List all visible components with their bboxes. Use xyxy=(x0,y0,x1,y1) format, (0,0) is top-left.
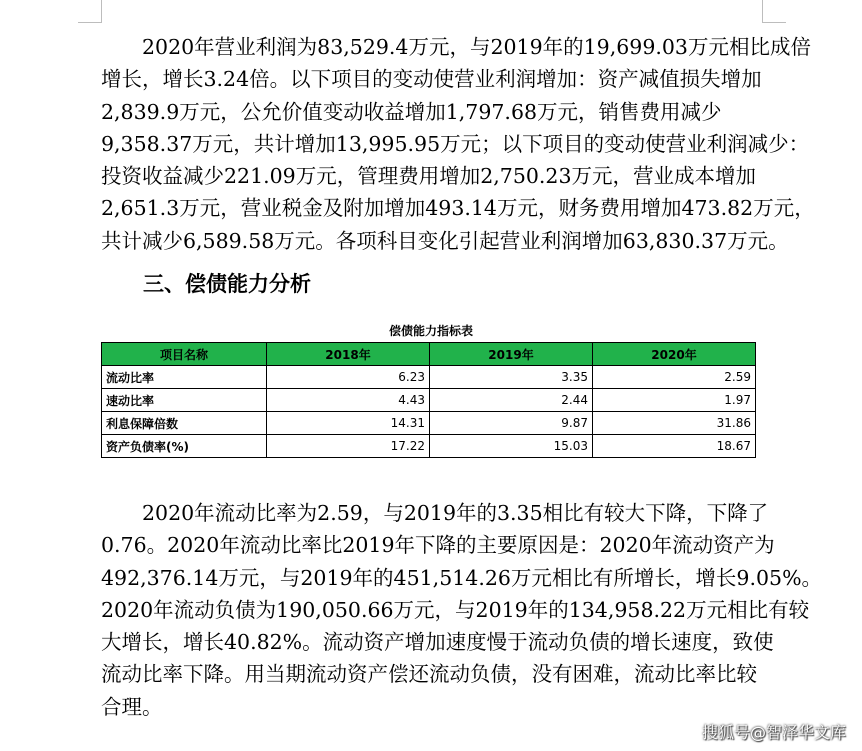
table-header-row xyxy=(102,343,756,366)
cell-2020: 1.97 xyxy=(593,389,756,412)
row-label: 资产负债率(%) xyxy=(102,435,267,458)
row-label: 速动比率 xyxy=(102,389,267,412)
paragraph-line: 大增长，增长40.82%。流动资产增加速度慢于流动负债的增长速度，致使 xyxy=(101,630,774,655)
crop-mark-right-horizontal xyxy=(762,22,786,23)
paragraph-line: 2020年流动负债为190,050.66万元，与2019年的134,958.22万元相比有较 xyxy=(101,597,810,622)
paragraph-line: 492,376.14万元，与2019年的451,514.26万元相比有所增长，增长9.05%。 xyxy=(101,565,823,590)
solvency-table xyxy=(101,342,756,458)
paragraph-line: 流动比率下降。用当期流动资产偿还流动负债，没有困难，流动比率比较 xyxy=(101,662,757,687)
paragraph-line: 2,839.9万元，公允价值变动收益增加1,797.68万元，销售费用减少 xyxy=(101,99,722,124)
paragraph-line: 9,358.37万元，共计增加13,995.95万元；以下项目的变动使营业利润减少： xyxy=(101,131,810,156)
header-2018: 2018年 xyxy=(267,343,430,366)
row-label: 利息保障倍数 xyxy=(102,412,267,435)
paragraph-operating-profit xyxy=(101,31,815,257)
paragraph-current-ratio xyxy=(101,497,823,723)
watermark: 搜狐号@智泽华文库 xyxy=(701,723,846,742)
paragraph-line: 2,651.3万元，营业税金及附加增加493.14万元，财务费用增加473.82万元， xyxy=(101,196,815,221)
crop-mark-right-vertical xyxy=(762,0,763,22)
cell-2020: 18.67 xyxy=(593,435,756,458)
cell-2020: 2.59 xyxy=(593,366,756,389)
row-label: 流动比率 xyxy=(102,366,267,389)
paragraph-line: 2020年营业利润为83,529.4万元，与2019年的19,699.03万元相比成倍 xyxy=(142,35,811,59)
paragraph-line: 0.76。2020年流动比率比2019年下降的主要原因是：2020年流动资产为 xyxy=(101,533,775,558)
section-heading: 三、偿债能力分析 xyxy=(143,272,311,296)
table-row xyxy=(102,435,756,458)
table-title: 偿债能力指标表 xyxy=(388,324,473,338)
table-row xyxy=(102,389,756,412)
cell-2018: 14.31 xyxy=(267,412,430,435)
header-item-name: 项目名称 xyxy=(102,343,267,366)
paragraph-line: 2020年流动比率为2.59，与2019年的3.35相比有较大下降，下降了 xyxy=(142,501,769,525)
table-row xyxy=(102,366,756,389)
paragraph-line: 投资收益减少221.09万元，管理费用增加2,750.23万元，营业成本增加 xyxy=(101,164,757,189)
cell-2018: 4.43 xyxy=(267,389,430,412)
paragraph-line: 增长，增长3.24倍。以下项目的变动使营业利润增加：资产减值损失增加 xyxy=(101,67,762,92)
cell-2018: 6.23 xyxy=(267,366,430,389)
crop-mark-left-vertical xyxy=(101,0,102,22)
cell-2019: 15.03 xyxy=(430,435,593,458)
cell-2019: 9.87 xyxy=(430,412,593,435)
cell-2019: 3.35 xyxy=(430,366,593,389)
table-row xyxy=(102,412,756,435)
crop-mark-left-horizontal xyxy=(78,22,102,23)
cell-2018: 17.22 xyxy=(267,435,430,458)
header-2020: 2020年 xyxy=(593,343,756,366)
cell-2020: 31.86 xyxy=(593,412,756,435)
paragraph-line: 共计减少6,589.58万元。各项科目变化引起营业利润增加63,830.37万元。 xyxy=(101,228,789,253)
cell-2019: 2.44 xyxy=(430,389,593,412)
paragraph-line: 合理。 xyxy=(101,694,163,719)
header-2019: 2019年 xyxy=(430,343,593,366)
